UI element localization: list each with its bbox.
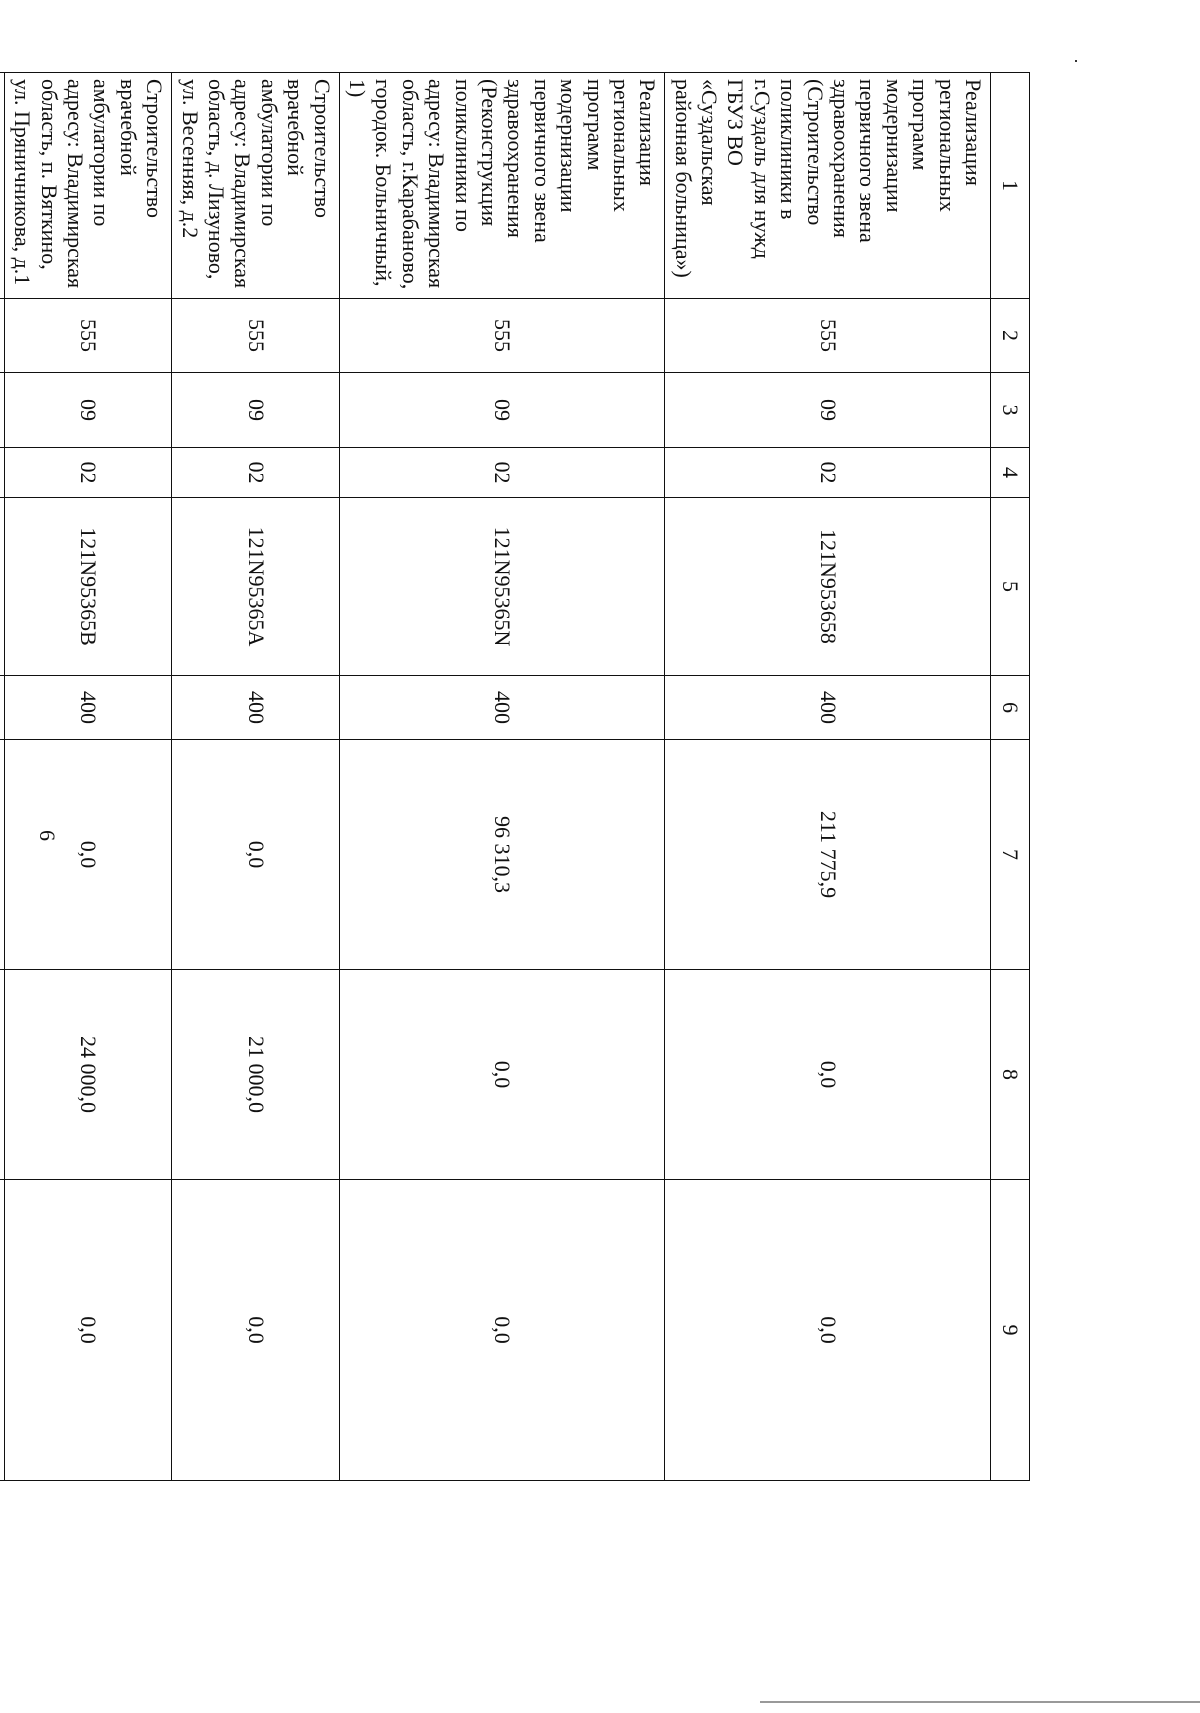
header-col-1: 1	[991, 73, 1030, 299]
row-cell-2: 555	[665, 299, 991, 373]
row-description: Реализация региональных программ модернизации первичного звена здравоохранения (Строительство поликлиники в г.Суздаль для нужд ГБУЗ ВО «Суздальская районная больница»)	[665, 73, 991, 299]
row-cell-9: 0,0	[172, 1180, 339, 1481]
total-cell-4	[0, 448, 4, 498]
row-cell-5: 121N953658	[665, 498, 991, 676]
row-description: Реализация региональных программ модернизации первичного звена здравоохранения (Реконструкция поликлиники по адресу: Владимирская область, г.Карабаново, городок. Больничный, 1)	[339, 73, 665, 299]
table-row	[4, 73, 171, 1481]
row-cell-7: 0,0	[4, 740, 171, 970]
row-cell-3: 09	[4, 373, 171, 448]
header-col-2: 2	[991, 299, 1030, 373]
row-cell-7: 96 310,3	[339, 740, 665, 970]
row-cell-4: 02	[339, 448, 665, 498]
row-cell-4: 02	[4, 448, 171, 498]
header-col-3: 3	[991, 373, 1030, 448]
table-row	[665, 73, 991, 1481]
total-cell-7	[0, 740, 4, 970]
row-cell-5: 121N95365B	[4, 498, 171, 676]
total-cell-3	[0, 373, 4, 448]
row-cell-5: 121N95365A	[172, 498, 339, 676]
row-description: Строительство врачебной амбулатории по адресу: Владимирская область, д. Лизуново, ул. Весенняя, д.2	[172, 73, 339, 299]
total-cell-9	[0, 1180, 4, 1481]
row-description: Строительство врачебной амбулатории по адресу: Владимирская область, п. Вяткино, ул. Пряничникова, д.1	[4, 73, 171, 299]
row-cell-3: 09	[339, 373, 665, 448]
row-cell-2: 555	[172, 299, 339, 373]
row-cell-9: 0,0	[339, 1180, 665, 1481]
row-cell-6: 400	[339, 676, 665, 740]
row-cell-4: 02	[172, 448, 339, 498]
row-cell-6: 400	[172, 676, 339, 740]
table-row	[339, 73, 665, 1481]
total-cell-8	[0, 970, 4, 1180]
row-cell-7: 0,0	[172, 740, 339, 970]
row-cell-2: 555	[339, 299, 665, 373]
row-cell-3: 09	[172, 373, 339, 448]
row-cell-5: 121N95365N	[339, 498, 665, 676]
header-col-5: 5	[991, 498, 1030, 676]
scan-speck	[1075, 60, 1077, 62]
row-cell-3: 09	[665, 373, 991, 448]
header-col-6: 6	[991, 676, 1030, 740]
header-col-8: 8	[991, 970, 1030, 1180]
row-cell-8: 24 000,0	[4, 970, 171, 1180]
total-cell-2	[0, 299, 4, 373]
header-row	[991, 73, 1030, 1481]
header-col-9: 9	[991, 1180, 1030, 1481]
table-row	[172, 73, 339, 1481]
row-cell-7: 211 775,9	[665, 740, 991, 970]
total-description	[0, 73, 4, 299]
total-cell-5	[0, 498, 4, 676]
row-cell-8: 0,0	[665, 970, 991, 1180]
row-cell-6: 400	[4, 676, 171, 740]
scan-edge-line	[760, 1701, 1200, 1703]
row-cell-6: 400	[665, 676, 991, 740]
total-row	[0, 73, 4, 1481]
row-cell-2: 555	[4, 299, 171, 373]
page-number: 6	[35, 830, 60, 841]
header-col-7: 7	[991, 740, 1030, 970]
row-cell-4: 02	[665, 448, 991, 498]
budget-table	[0, 72, 1030, 1481]
row-cell-8: 0,0	[339, 970, 665, 1180]
row-cell-9: 0,0	[665, 1180, 991, 1481]
total-cell-6	[0, 676, 4, 740]
row-cell-8: 21 000,0	[172, 970, 339, 1180]
header-col-4: 4	[991, 448, 1030, 498]
row-cell-9: 0,0	[4, 1180, 171, 1481]
rotated-table-wrapper	[10, 72, 1030, 1480]
